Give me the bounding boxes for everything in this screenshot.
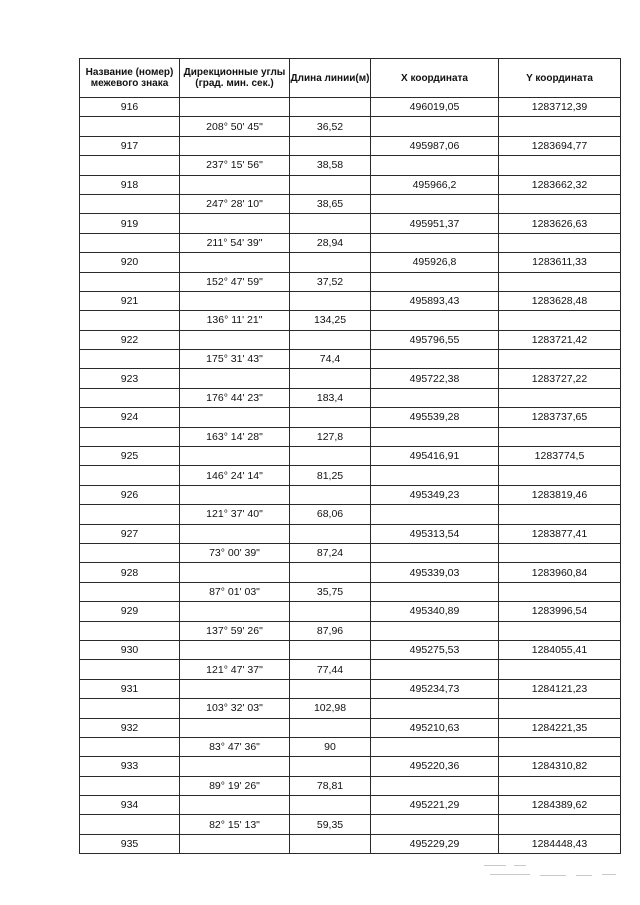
point-name: 919: [80, 214, 180, 233]
empty-cell: [180, 330, 290, 349]
empty-cell: [80, 194, 180, 213]
line-length: 59,35: [290, 815, 371, 834]
empty-cell: [499, 194, 621, 213]
y-coordinate: 1283819,46: [499, 485, 621, 504]
empty-cell: [371, 815, 499, 834]
empty-cell: [290, 796, 371, 815]
point-row: [80, 679, 621, 698]
point-name: 930: [80, 640, 180, 659]
y-coordinate: 1283694,77: [499, 136, 621, 155]
x-coordinate: 495966,2: [371, 175, 499, 194]
y-coordinate: 1283877,41: [499, 524, 621, 543]
empty-cell: [80, 350, 180, 369]
line-length: 134,25: [290, 311, 371, 330]
empty-cell: [80, 505, 180, 524]
segment-row: [80, 660, 621, 679]
line-length: 36,52: [290, 117, 371, 136]
header-direction-angle: Дирекционные углы (град. мин. сек.): [180, 59, 290, 98]
point-row: [80, 485, 621, 504]
empty-cell: [499, 311, 621, 330]
empty-cell: [180, 796, 290, 815]
point-row: [80, 214, 621, 233]
direction-angle: 146° 24' 14": [180, 466, 290, 485]
direction-angle: 237° 15' 56": [180, 156, 290, 175]
table-body: [80, 98, 621, 854]
empty-cell: [290, 214, 371, 233]
empty-cell: [180, 834, 290, 853]
line-length: 38,58: [290, 156, 371, 175]
segment-row: [80, 388, 621, 407]
empty-cell: [371, 117, 499, 136]
segment-row: [80, 311, 621, 330]
header-point-name: Название (номер) межевого знака: [80, 59, 180, 98]
empty-cell: [290, 253, 371, 272]
point-name: 932: [80, 718, 180, 737]
point-name: 920: [80, 253, 180, 272]
direction-angle: 163° 14' 28": [180, 427, 290, 446]
y-coordinate: 1284055,41: [499, 640, 621, 659]
direction-angle: 208° 50' 45": [180, 117, 290, 136]
x-coordinate: 495951,37: [371, 214, 499, 233]
empty-cell: [180, 175, 290, 194]
empty-cell: [499, 776, 621, 795]
point-name: 917: [80, 136, 180, 155]
point-name: 931: [80, 679, 180, 698]
point-name: 924: [80, 408, 180, 427]
empty-cell: [499, 427, 621, 446]
empty-cell: [290, 563, 371, 582]
point-row: [80, 796, 621, 815]
x-coordinate: 495926,8: [371, 253, 499, 272]
empty-cell: [80, 427, 180, 446]
empty-cell: [499, 388, 621, 407]
x-coordinate: 495234,73: [371, 679, 499, 698]
empty-cell: [499, 466, 621, 485]
line-length: 183,4: [290, 388, 371, 407]
empty-cell: [371, 543, 499, 562]
direction-angle: 152° 47' 59": [180, 272, 290, 291]
y-coordinate: 1284389,62: [499, 796, 621, 815]
segment-row: [80, 621, 621, 640]
empty-cell: [290, 524, 371, 543]
empty-cell: [371, 272, 499, 291]
empty-cell: [80, 311, 180, 330]
x-coordinate: 495340,89: [371, 602, 499, 621]
point-row: [80, 369, 621, 388]
y-coordinate: 1283628,48: [499, 291, 621, 310]
y-coordinate: 1284310,82: [499, 757, 621, 776]
empty-cell: [180, 253, 290, 272]
empty-cell: [80, 272, 180, 291]
empty-cell: [499, 156, 621, 175]
empty-cell: [499, 737, 621, 756]
empty-cell: [290, 602, 371, 621]
y-coordinate: 1283737,65: [499, 408, 621, 427]
y-coordinate: 1283662,32: [499, 175, 621, 194]
y-coordinate: 1283611,33: [499, 253, 621, 272]
empty-cell: [499, 815, 621, 834]
line-length: 81,25: [290, 466, 371, 485]
direction-angle: 176° 44' 23": [180, 388, 290, 407]
empty-cell: [290, 485, 371, 504]
line-length: 37,52: [290, 272, 371, 291]
line-length: 102,98: [290, 699, 371, 718]
direction-angle: 103° 32' 03": [180, 699, 290, 718]
empty-cell: [180, 640, 290, 659]
x-coordinate: 496019,05: [371, 98, 499, 117]
empty-cell: [371, 776, 499, 795]
line-length: 87,96: [290, 621, 371, 640]
empty-cell: [371, 311, 499, 330]
line-length: 38,65: [290, 194, 371, 213]
header-line-length: Длина линии(м): [290, 59, 371, 98]
direction-angle: 89° 19' 26": [180, 776, 290, 795]
segment-row: [80, 233, 621, 252]
empty-cell: [290, 757, 371, 776]
line-length: 68,06: [290, 505, 371, 524]
point-name: 926: [80, 485, 180, 504]
point-row: [80, 718, 621, 737]
segment-row: [80, 350, 621, 369]
empty-cell: [180, 524, 290, 543]
empty-cell: [180, 369, 290, 388]
x-coordinate: 495893,43: [371, 291, 499, 310]
empty-cell: [180, 136, 290, 155]
empty-cell: [371, 350, 499, 369]
direction-angle: 247° 28' 10": [180, 194, 290, 213]
boundary-coordinates-table: [79, 58, 621, 854]
empty-cell: [180, 485, 290, 504]
point-name: 934: [80, 796, 180, 815]
empty-cell: [371, 621, 499, 640]
empty-cell: [80, 388, 180, 407]
empty-cell: [371, 194, 499, 213]
x-coordinate: 495796,55: [371, 330, 499, 349]
empty-cell: [80, 117, 180, 136]
empty-cell: [80, 466, 180, 485]
empty-cell: [499, 350, 621, 369]
x-coordinate: 495313,54: [371, 524, 499, 543]
empty-cell: [499, 621, 621, 640]
point-name: 918: [80, 175, 180, 194]
x-coordinate: 495722,38: [371, 369, 499, 388]
point-name: 925: [80, 447, 180, 466]
empty-cell: [499, 660, 621, 679]
empty-cell: [180, 563, 290, 582]
empty-cell: [371, 699, 499, 718]
y-coordinate: 1284221,35: [499, 718, 621, 737]
point-row: [80, 757, 621, 776]
scan-artifact: [484, 863, 619, 881]
point-row: [80, 253, 621, 272]
segment-row: [80, 194, 621, 213]
empty-cell: [290, 718, 371, 737]
line-length: 78,81: [290, 776, 371, 795]
empty-cell: [290, 447, 371, 466]
empty-cell: [180, 602, 290, 621]
line-length: 74,4: [290, 350, 371, 369]
empty-cell: [290, 408, 371, 427]
header-y-coordinate: Y координата: [499, 59, 621, 98]
segment-row: [80, 156, 621, 175]
x-coordinate: 495987,06: [371, 136, 499, 155]
segment-row: [80, 427, 621, 446]
direction-angle: 211° 54' 39": [180, 233, 290, 252]
empty-cell: [499, 699, 621, 718]
empty-cell: [371, 660, 499, 679]
y-coordinate: 1283774,5: [499, 447, 621, 466]
empty-cell: [290, 98, 371, 117]
empty-cell: [180, 679, 290, 698]
empty-cell: [499, 543, 621, 562]
direction-angle: 175° 31' 43": [180, 350, 290, 369]
x-coordinate: 495221,29: [371, 796, 499, 815]
line-length: 77,44: [290, 660, 371, 679]
segment-row: [80, 815, 621, 834]
direction-angle: 121° 37' 40": [180, 505, 290, 524]
empty-cell: [371, 427, 499, 446]
line-length: 28,94: [290, 233, 371, 252]
direction-angle: 83° 47' 36": [180, 737, 290, 756]
empty-cell: [180, 214, 290, 233]
empty-cell: [371, 156, 499, 175]
empty-cell: [80, 815, 180, 834]
line-length: 87,24: [290, 543, 371, 562]
empty-cell: [290, 834, 371, 853]
empty-cell: [499, 117, 621, 136]
direction-angle: 136° 11' 21": [180, 311, 290, 330]
empty-cell: [80, 543, 180, 562]
empty-cell: [80, 776, 180, 795]
point-row: [80, 98, 621, 117]
point-row: [80, 175, 621, 194]
segment-row: [80, 272, 621, 291]
x-coordinate: 495339,03: [371, 563, 499, 582]
y-coordinate: 1283727,22: [499, 369, 621, 388]
empty-cell: [180, 447, 290, 466]
point-name: 921: [80, 291, 180, 310]
empty-cell: [290, 640, 371, 659]
point-row: [80, 408, 621, 427]
line-length: 127,8: [290, 427, 371, 446]
empty-cell: [371, 388, 499, 407]
empty-cell: [180, 408, 290, 427]
empty-cell: [290, 136, 371, 155]
segment-row: [80, 582, 621, 601]
empty-cell: [180, 291, 290, 310]
x-coordinate: 495220,36: [371, 757, 499, 776]
empty-cell: [80, 737, 180, 756]
x-coordinate: 495275,53: [371, 640, 499, 659]
segment-row: [80, 543, 621, 562]
empty-cell: [499, 272, 621, 291]
point-row: [80, 136, 621, 155]
segment-row: [80, 117, 621, 136]
empty-cell: [80, 582, 180, 601]
y-coordinate: 1283626,63: [499, 214, 621, 233]
x-coordinate: 495416,91: [371, 447, 499, 466]
y-coordinate: 1283960,84: [499, 563, 621, 582]
point-row: [80, 834, 621, 853]
point-row: [80, 640, 621, 659]
empty-cell: [371, 233, 499, 252]
direction-angle: 73° 00' 39": [180, 543, 290, 562]
empty-cell: [290, 175, 371, 194]
x-coordinate: 495539,28: [371, 408, 499, 427]
direction-angle: 87° 01' 03": [180, 582, 290, 601]
segment-row: [80, 466, 621, 485]
point-row: [80, 563, 621, 582]
empty-cell: [80, 156, 180, 175]
y-coordinate: 1283712,39: [499, 98, 621, 117]
direction-angle: 82° 15' 13": [180, 815, 290, 834]
empty-cell: [371, 582, 499, 601]
point-row: [80, 524, 621, 543]
point-name: 933: [80, 757, 180, 776]
point-name: 935: [80, 834, 180, 853]
empty-cell: [80, 699, 180, 718]
direction-angle: 137° 59' 26": [180, 621, 290, 640]
empty-cell: [180, 718, 290, 737]
segment-row: [80, 737, 621, 756]
segment-row: [80, 505, 621, 524]
y-coordinate: 1284121,23: [499, 679, 621, 698]
point-row: [80, 447, 621, 466]
point-name: 929: [80, 602, 180, 621]
point-row: [80, 291, 621, 310]
empty-cell: [499, 582, 621, 601]
table-header-row: [80, 59, 621, 98]
empty-cell: [180, 98, 290, 117]
x-coordinate: 495349,23: [371, 485, 499, 504]
header-x-coordinate: X координата: [371, 59, 499, 98]
point-name: 927: [80, 524, 180, 543]
direction-angle: 121° 47' 37": [180, 660, 290, 679]
empty-cell: [371, 466, 499, 485]
line-length: 35,75: [290, 582, 371, 601]
point-row: [80, 602, 621, 621]
empty-cell: [290, 291, 371, 310]
point-name: 916: [80, 98, 180, 117]
empty-cell: [80, 621, 180, 640]
x-coordinate: 495210,63: [371, 718, 499, 737]
y-coordinate: 1283996,54: [499, 602, 621, 621]
empty-cell: [371, 737, 499, 756]
line-length: 90: [290, 737, 371, 756]
segment-row: [80, 776, 621, 795]
point-name: 922: [80, 330, 180, 349]
empty-cell: [499, 505, 621, 524]
empty-cell: [180, 757, 290, 776]
point-name: 923: [80, 369, 180, 388]
y-coordinate: 1283721,42: [499, 330, 621, 349]
empty-cell: [80, 233, 180, 252]
x-coordinate: 495229,29: [371, 834, 499, 853]
empty-cell: [290, 679, 371, 698]
empty-cell: [499, 233, 621, 252]
point-name: 928: [80, 563, 180, 582]
empty-cell: [80, 660, 180, 679]
empty-cell: [290, 330, 371, 349]
empty-cell: [290, 369, 371, 388]
segment-row: [80, 699, 621, 718]
y-coordinate: 1284448,43: [499, 834, 621, 853]
empty-cell: [371, 505, 499, 524]
point-row: [80, 330, 621, 349]
